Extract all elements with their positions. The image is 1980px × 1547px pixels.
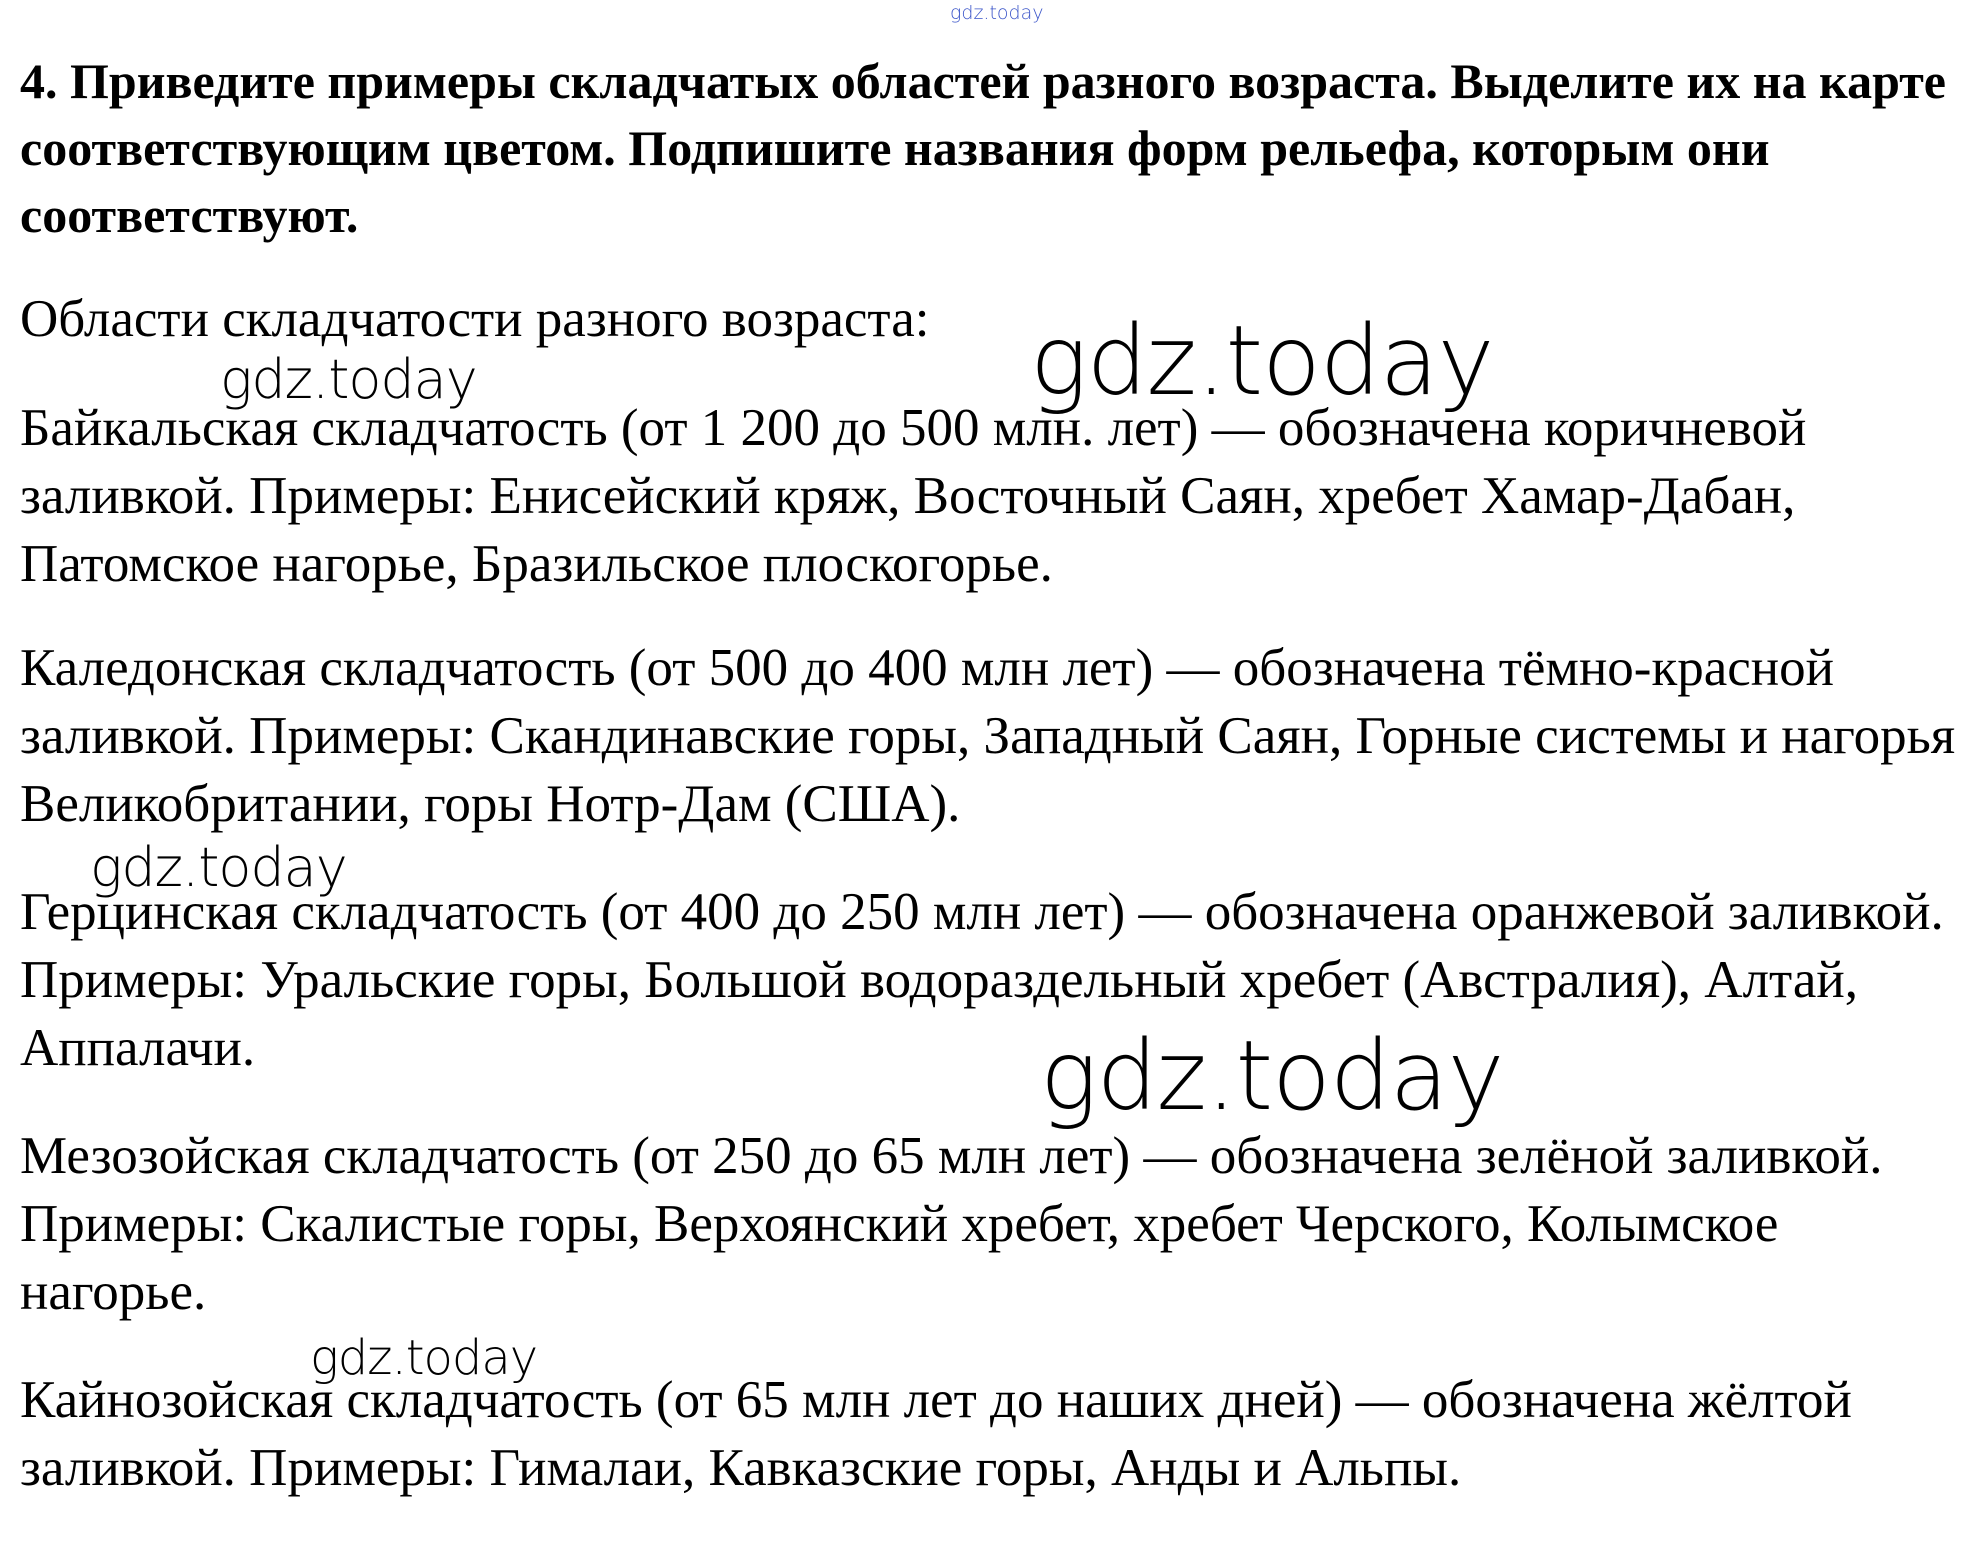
watermark-small-3: gdz.today bbox=[310, 1330, 538, 1386]
intro-text: Области складчатости разного возраста: bbox=[20, 290, 930, 348]
watermark-big-1: gdz.today bbox=[1030, 305, 1494, 417]
paragraph-caledonian: Каледонская складчатость (от 500 до 400 млн лет) — обозначена тёмно-красной заливкой. Примеры: Скандинавские горы, Западный Саян, Горные системы и нагорья Великобритании, горы Нотр-Дам (США). bbox=[20, 639, 1956, 833]
watermark-big-2: gdz.today bbox=[1040, 1020, 1504, 1132]
paragraph-mesozoic: Мезозойская складчатость (от 250 до 65 млн лет) — обозначена зелёной заливкой. Примеры: Скалистые горы, Верхоянский хребет, хребет Черского, Колымское нагорье. bbox=[20, 1127, 1883, 1321]
watermark-small-2: gdz.today bbox=[90, 836, 347, 899]
paragraph-baikal: Байкальская складчатость (от 1 200 до 500 млн. лет) — обозначена коричневой заливкой. Примеры: Енисейский кряж, Восточный Саян, хребет Хамар-Дабан, Патомское нагорье, Бразильское плоскогорье. bbox=[20, 399, 1807, 593]
question-heading: 4. Приведите примеры складчатых областей разного возраста. Выделите их на карте соответствующим цветом. Подпишите названия форм рельефа, которым они соответствуют. bbox=[20, 53, 1946, 243]
paragraph-hercynian: Герцинская складчатость (от 400 до 250 млн лет) — обозначена оранжевой заливкой. Примеры: Уральские горы, Большой водораздельный хребет (Австралия), Алтай, Аппалачи. bbox=[20, 883, 1944, 1077]
watermark-top: gdz.today bbox=[950, 2, 1044, 24]
paragraph-cenozoic: Кайнозойская складчатость (от 65 млн лет до наших дней) — обозначена жёлтой заливкой. Примеры: Гималаи, Кавказские горы, Анды и Альпы. bbox=[20, 1371, 1852, 1497]
watermark-small-1: gdz.today bbox=[220, 348, 477, 411]
